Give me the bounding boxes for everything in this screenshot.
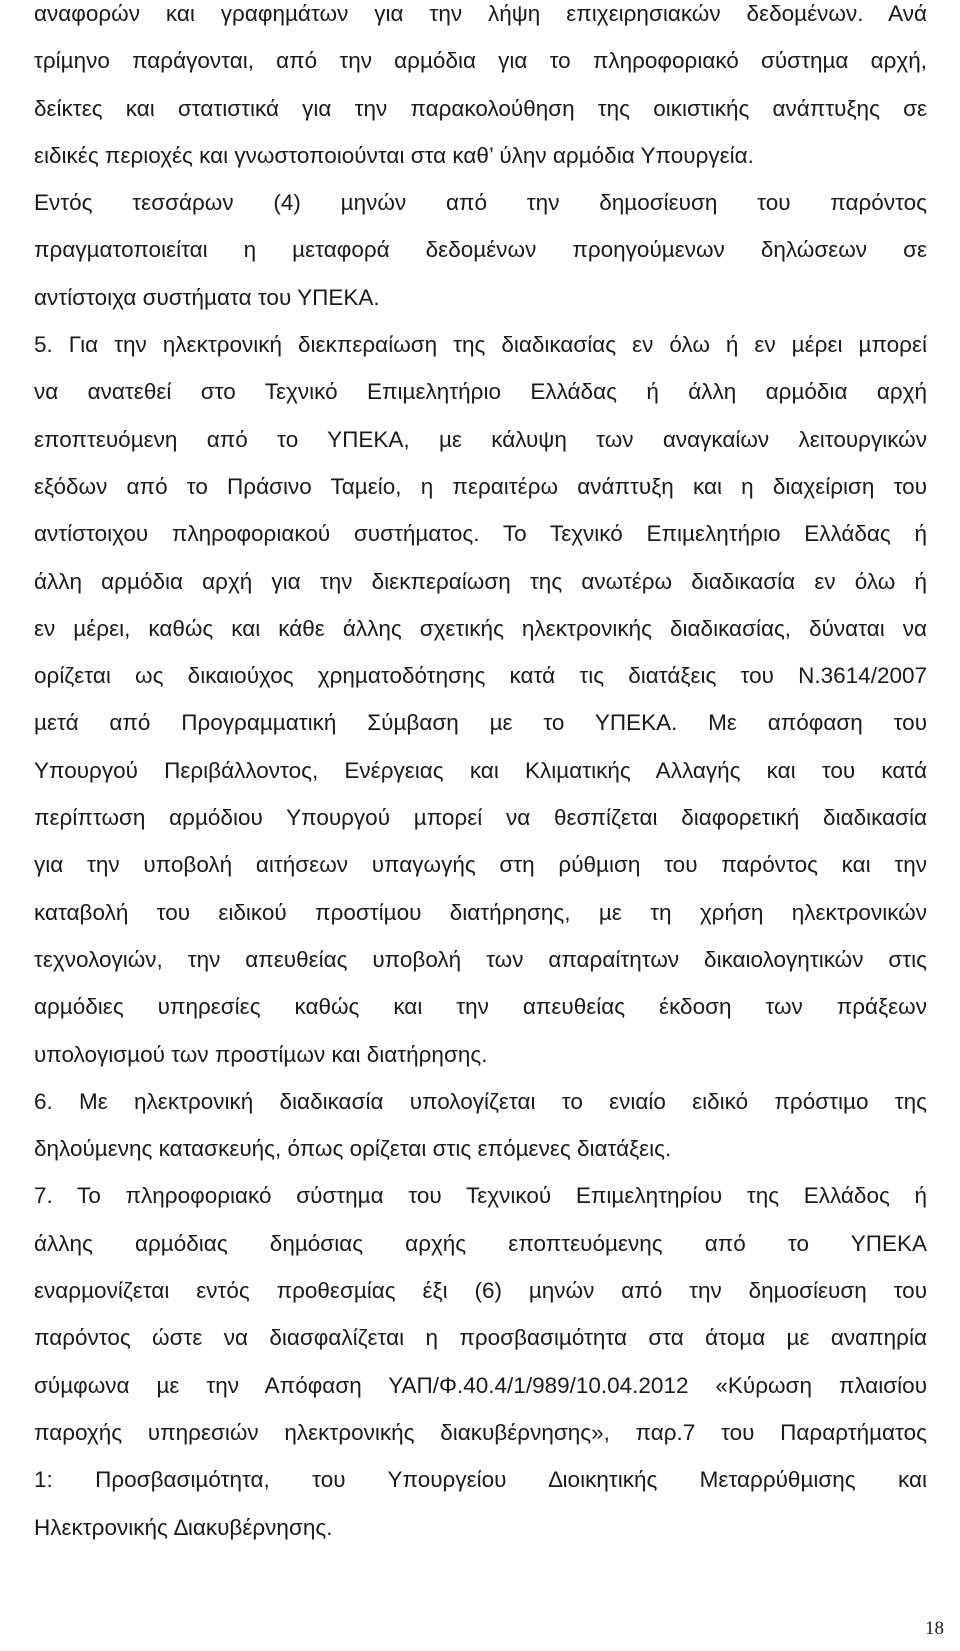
- text-line: αντίστοιχα συστήµατα του ΥΠΕΚΑ.: [34, 284, 380, 310]
- text-line: εξόδων από το Πράσινο Ταµείο, η περαιτέρω ανάπτυξη και η διαχείριση του: [34, 473, 927, 499]
- text-line: περίπτωση αρµόδιου Υπουργού µπορεί να θεσπίζεται διαφορετική διαδικασία: [34, 805, 927, 831]
- text-line: Εντός τεσσάρων (4) µηνών από την δηµοσίευση του παρόντος: [34, 190, 927, 216]
- text-line: µετά από Προγραµµατική Σύµβαση µε το ΥΠΕΚΑ. Με απόφαση του: [34, 710, 927, 736]
- text-line: δηλούµενης κατασκευής, όπως ορίζεται στις επόµενες διατάξεις.: [34, 1136, 672, 1162]
- text-line: αρµόδιες υπηρεσίες καθώς και την απευθείας έκδοση των πράξεων: [34, 994, 927, 1020]
- text-line: 6. Με ηλεκτρονική διαδικασία υπολογίζεται το ενιαίο ειδικό πρόστιµο της: [34, 1088, 927, 1114]
- text-line: τρίµηνο παράγονται, από την αρµόδια για το πληροφοριακό σύστηµα αρχή,: [34, 48, 927, 74]
- document-body: [34, 0, 927, 1551]
- text-line: παροχής υπηρεσιών ηλεκτρονικής διακυβέρνησης», παρ.7 του Παραρτήµατος: [34, 1419, 927, 1445]
- text-line: εναρµονίζεται εντός προθεσµίας έξι (6) µηνών από την δηµοσίευση του: [34, 1278, 927, 1304]
- text-line: εν µέρει, καθώς και κάθε άλλης σχετικής ηλεκτρονικής διαδικασίας, δύναται να: [34, 615, 927, 641]
- text-line: ειδικές περιοχές και γνωστοποιούνται στα καθ’ ύλην αρµόδια Υπουργεία.: [34, 142, 754, 168]
- text-line: τεχνολογιών, την απευθείας υποβολή των απαραίτητων δικαιολογητικών στις: [34, 946, 927, 972]
- text-line: σύµφωνα µε την Απόφαση ΥΑΠ/Φ.40.4/1/989/10.04.2012 «Κύρωση πλαισίου: [34, 1372, 927, 1398]
- text-line: υπολογισµού των προστίµων και διατήρησης.: [34, 1041, 488, 1067]
- text-line: άλλη αρµόδια αρχή για την διεκπεραίωση της ανωτέρω διαδικασία εν όλω ή: [34, 568, 927, 594]
- text-line: αντίστοιχου πληροφοριακού συστήµατος. Το Τεχνικό Επιµελητήριο Ελλάδας ή: [34, 521, 927, 547]
- text-line: Ηλεκτρονικής ∆ιακυβέρνησης.: [34, 1514, 333, 1540]
- text-line: ορίζεται ως δικαιούχος χρηµατοδότησης κατά τις διατάξεις του Ν.3614/2007: [34, 663, 927, 689]
- text-line: πραγµατοποιείται η µεταφορά δεδοµένων προηγούµενων δηλώσεων σε: [34, 237, 927, 263]
- text-line: καταβολή του ειδικού προστίµου διατήρησης, µε τη χρήση ηλεκτρονικών: [34, 899, 927, 925]
- page-number: 18: [925, 1618, 944, 1639]
- text-line: να ανατεθεί στο Τεχνικό Επιµελητήριο Ελλάδας ή άλλη αρµόδια αρχή: [34, 379, 927, 405]
- text-line: Υπουργού Περιβάλλοντος, Ενέργειας και Κλιµατικής Αλλαγής και του κατά: [34, 757, 927, 783]
- text-line: άλλης αρµόδιας δηµόσιας αρχής εποπτευόµενης από το ΥΠΕΚΑ: [34, 1230, 927, 1256]
- text-line: αναφορών και γραφηµάτων για την λήψη επιχειρησιακών δεδοµένων. Ανά: [34, 1, 927, 26]
- text-line: παρόντος ώστε να διασφαλίζεται η προσβασιµότητα στα άτοµα µε αναπηρία: [34, 1325, 927, 1351]
- text-line: 5. Για την ηλεκτρονική διεκπεραίωση της διαδικασίας εν όλω ή εν µέρει µπορεί: [34, 332, 927, 358]
- text-line: δείκτες και στατιστικά για την παρακολούθηση της οικιστικής ανάπτυξης σε: [34, 95, 927, 121]
- text-line: εποπτευόµενη από το ΥΠΕΚΑ, µε κάλυψη των αναγκαίων λειτουργικών: [34, 426, 927, 452]
- text-line: 7. Το πληροφοριακό σύστηµα του Τεχνικού Επιµελητηρίου της Ελλάδος ή: [34, 1183, 927, 1209]
- text-line: για την υποβολή αιτήσεων υπαγωγής στη ρύθµιση του παρόντος και την: [34, 852, 927, 878]
- text-line: 1: Προσβασιµότητα, του Υπουργείου ∆ιοικητικής Μεταρρύθµισης και: [34, 1467, 927, 1493]
